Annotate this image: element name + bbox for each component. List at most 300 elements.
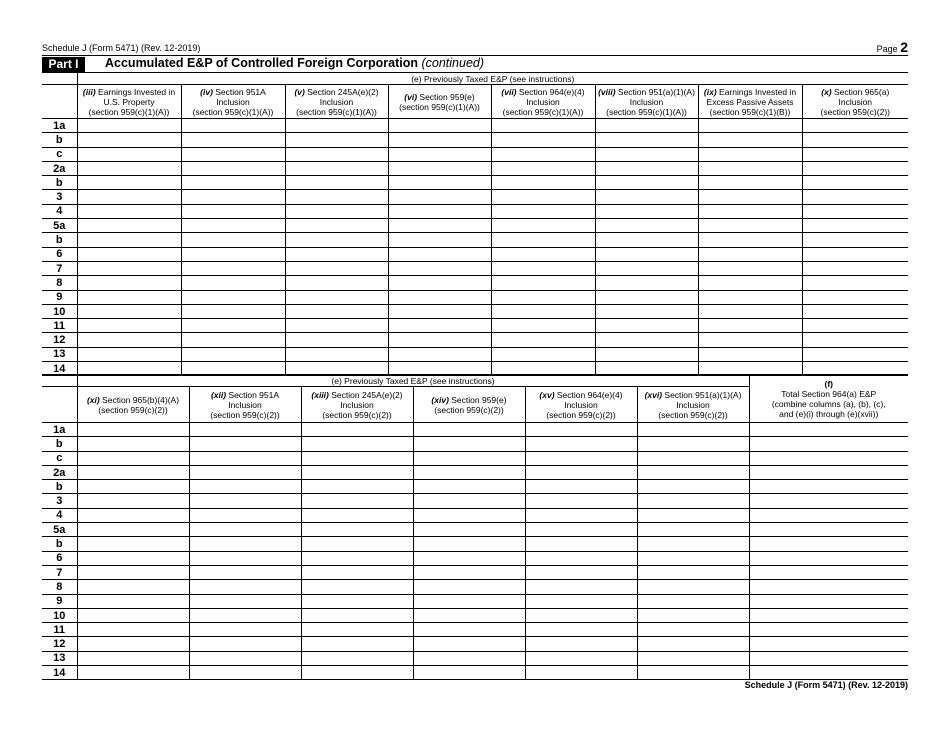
column-header-line1 [78,87,181,97]
entry-cell[interactable] [698,176,802,190]
entry-cell[interactable] [285,147,388,161]
entry-cell[interactable] [413,423,525,437]
entry-cell[interactable] [637,480,749,494]
entry-cell[interactable] [413,637,525,651]
entry-cell[interactable] [77,451,189,465]
entry-cell[interactable] [698,261,802,275]
entry-cell[interactable] [77,523,189,537]
entry-cell[interactable] [189,480,301,494]
entry-cell[interactable] [698,204,802,218]
column-number: (x) [821,86,832,97]
entry-cell[interactable] [77,465,189,479]
entry-cell[interactable] [637,465,749,479]
entry-cell[interactable] [181,190,285,204]
entry-cell[interactable] [491,147,595,161]
entry-cell[interactable] [181,219,285,233]
entry-cell[interactable] [285,161,388,175]
entry-cell[interactable] [637,666,749,680]
entry-cell[interactable] [189,465,301,479]
entry-cell[interactable] [189,565,301,579]
entry-cell[interactable] [749,580,908,594]
entry-cell[interactable] [413,594,525,608]
entry-cell[interactable] [491,347,595,361]
line-number: 10 [42,608,77,622]
entry-cell[interactable] [698,333,802,347]
entry-cell[interactable] [413,508,525,522]
entry-cell[interactable] [189,451,301,465]
entry-cell[interactable] [637,580,749,594]
entry-cell[interactable] [301,580,413,594]
entry-cell[interactable] [388,319,491,333]
entry-cell[interactable] [77,133,181,147]
table-row [42,233,908,247]
column-header [301,387,413,423]
entry-cell[interactable] [77,666,189,680]
entry-cell[interactable] [285,190,388,204]
entry-cell[interactable] [491,133,595,147]
entry-cell[interactable] [77,594,189,608]
entry-cell[interactable] [77,608,189,622]
line-number: 8 [42,276,77,290]
entry-cell[interactable] [181,161,285,175]
entry-cell[interactable] [595,219,698,233]
entry-cell[interactable] [388,190,491,204]
entry-cell[interactable] [388,347,491,361]
entry-cell[interactable] [285,204,388,218]
line-number: b [42,437,77,451]
entry-cell[interactable] [802,319,908,333]
entry-cell[interactable] [77,119,181,133]
entry-cell[interactable] [77,219,181,233]
entry-cell[interactable] [595,261,698,275]
entry-cell[interactable] [189,437,301,451]
entry-cell[interactable] [77,276,181,290]
part-title [105,56,484,70]
entry-cell[interactable] [388,333,491,347]
entry-cell[interactable] [749,508,908,522]
entry-cell[interactable] [77,247,181,261]
entry-cell[interactable] [189,537,301,551]
entry-cell[interactable] [802,161,908,175]
entry-cell[interactable] [388,290,491,304]
table-row [42,494,908,508]
entry-cell[interactable] [525,480,637,494]
entry-cell[interactable] [181,147,285,161]
entry-cell[interactable] [285,219,388,233]
entry-cell[interactable] [802,247,908,261]
table-row [42,437,908,451]
entry-cell[interactable] [595,204,698,218]
entry-cell[interactable] [181,290,285,304]
entry-cell[interactable] [388,204,491,218]
entry-cell[interactable] [525,465,637,479]
entry-cell[interactable] [698,276,802,290]
column-header-l2: Inclusion [228,399,262,410]
entry-cell[interactable] [749,465,908,479]
entry-cell[interactable] [189,523,301,537]
entry-cell[interactable] [285,333,388,347]
column-header [413,387,525,423]
entry-cell[interactable] [301,480,413,494]
entry-cell[interactable] [189,637,301,651]
entry-cell[interactable] [749,480,908,494]
entry-cell[interactable] [77,508,189,522]
entry-cell[interactable] [595,290,698,304]
column-header [77,387,189,423]
entry-cell[interactable] [77,233,181,247]
entry-cell[interactable] [698,147,802,161]
entry-cell[interactable] [595,176,698,190]
entry-cell[interactable] [802,219,908,233]
entry-cell[interactable] [413,451,525,465]
column-header-line1 [389,92,491,102]
entry-cell[interactable] [525,523,637,537]
entry-cell[interactable] [189,494,301,508]
entry-cell[interactable] [301,508,413,522]
entry-cell[interactable] [413,666,525,680]
entry-cell[interactable] [301,451,413,465]
entry-cell[interactable] [301,666,413,680]
entry-cell[interactable] [413,623,525,637]
entry-cell[interactable] [301,494,413,508]
entry-cell[interactable] [77,190,181,204]
entry-cell[interactable] [388,133,491,147]
entry-cell[interactable] [77,537,189,551]
entry-cell[interactable] [181,119,285,133]
table-row [42,451,908,465]
entry-cell[interactable] [637,437,749,451]
entry-cell[interactable] [77,480,189,494]
column-header [637,387,749,423]
entry-cell[interactable] [388,233,491,247]
entry-cell[interactable] [413,651,525,665]
line-number: 13 [42,651,77,665]
entry-cell[interactable] [388,147,491,161]
entry-cell[interactable] [698,133,802,147]
entry-cell[interactable] [301,465,413,479]
entry-cell[interactable] [698,161,802,175]
entry-cell[interactable] [189,608,301,622]
entry-cell[interactable] [181,204,285,218]
entry-cell[interactable] [301,637,413,651]
entry-cell[interactable] [637,451,749,465]
entry-cell[interactable] [301,565,413,579]
entry-cell[interactable] [413,437,525,451]
entry-cell[interactable] [301,608,413,622]
entry-cell[interactable] [637,537,749,551]
entry-cell[interactable] [77,623,189,637]
entry-cell[interactable] [637,637,749,651]
entry-cell[interactable] [413,551,525,565]
entry-cell[interactable] [77,637,189,651]
entry-cell[interactable] [77,437,189,451]
entry-cell[interactable] [285,290,388,304]
entry-cell[interactable] [301,437,413,451]
entry-cell[interactable] [525,651,637,665]
entry-cell[interactable] [413,465,525,479]
entry-cell[interactable] [77,147,181,161]
entry-cell[interactable] [525,580,637,594]
entry-cell[interactable] [595,347,698,361]
entry-cell[interactable] [802,304,908,318]
table-row [42,219,908,233]
entry-cell[interactable] [698,304,802,318]
entry-cell[interactable] [77,304,181,318]
column-header-l3: (section 959(c)(1)(B)) [709,106,791,117]
entry-cell[interactable] [181,233,285,247]
entry-cell[interactable] [802,147,908,161]
entry-cell[interactable] [749,594,908,608]
entry-cell[interactable] [749,651,908,665]
entry-cell[interactable] [285,347,388,361]
table-row [42,161,908,175]
entry-cell[interactable] [749,494,908,508]
entry-cell[interactable] [698,190,802,204]
entry-cell[interactable] [637,608,749,622]
entry-cell[interactable] [595,233,698,247]
entry-cell[interactable] [413,608,525,622]
entry-cell[interactable] [77,494,189,508]
entry-cell[interactable] [525,666,637,680]
entry-cell[interactable] [802,190,908,204]
entry-cell[interactable] [595,147,698,161]
entry-cell[interactable] [77,423,189,437]
table-row [42,565,908,579]
entry-cell[interactable] [698,290,802,304]
entry-cell[interactable] [301,651,413,665]
entry-cell[interactable] [595,161,698,175]
entry-cell[interactable] [285,304,388,318]
entry-cell[interactable] [189,623,301,637]
entry-cell[interactable] [802,133,908,147]
entry-cell[interactable] [285,247,388,261]
entry-cell[interactable] [491,290,595,304]
column-header [491,85,595,119]
entry-cell[interactable] [525,537,637,551]
entry-cell[interactable] [698,219,802,233]
entry-cell[interactable] [388,261,491,275]
entry-cell[interactable] [413,480,525,494]
entry-cell[interactable] [698,347,802,361]
entry-cell[interactable] [285,276,388,290]
entry-cell[interactable] [525,623,637,637]
entry-cell[interactable] [189,580,301,594]
column-header-l3: (section 959(c)(2)) [658,409,728,420]
entry-cell[interactable] [491,261,595,275]
entry-cell[interactable] [749,623,908,637]
entry-cell[interactable] [637,508,749,522]
entry-cell[interactable] [525,594,637,608]
entry-cell[interactable] [77,161,181,175]
entry-cell[interactable] [491,176,595,190]
entry-cell[interactable] [595,304,698,318]
entry-cell[interactable] [525,508,637,522]
entry-cell[interactable] [301,423,413,437]
entry-cell[interactable] [749,608,908,622]
entry-cell[interactable] [77,290,181,304]
column-header-line1 [596,87,698,97]
entry-cell[interactable] [181,276,285,290]
line-number: 7 [42,565,77,579]
entry-cell[interactable] [637,423,749,437]
entry-cell[interactable] [802,347,908,361]
entry-cell[interactable] [749,666,908,680]
entry-cell[interactable] [181,176,285,190]
entry-cell[interactable] [525,608,637,622]
entry-cell[interactable] [388,304,491,318]
entry-cell[interactable] [491,233,595,247]
entry-cell[interactable] [525,494,637,508]
entry-cell[interactable] [802,276,908,290]
entry-cell[interactable] [749,523,908,537]
column-header-l2: (combine columns (a), (b), (c), [771,398,886,409]
entry-cell[interactable] [637,594,749,608]
entry-cell[interactable] [637,565,749,579]
entry-cell[interactable] [181,333,285,347]
entry-cell[interactable] [802,119,908,133]
entry-cell[interactable] [301,537,413,551]
entry-cell[interactable] [388,276,491,290]
entry-cell[interactable] [491,190,595,204]
entry-cell[interactable] [698,233,802,247]
entry-cell[interactable] [491,304,595,318]
entry-cell[interactable] [595,276,698,290]
entry-cell[interactable] [77,319,181,333]
entry-cell[interactable] [285,176,388,190]
entry-cell[interactable] [189,666,301,680]
entry-cell[interactable] [77,651,189,665]
table-row [42,319,908,333]
entry-cell[interactable] [181,347,285,361]
entry-cell[interactable] [77,333,181,347]
entry-cell[interactable] [595,319,698,333]
entry-cell[interactable] [285,119,388,133]
entry-cell[interactable] [595,247,698,261]
column-header-l2: Inclusion [676,399,710,410]
line-number: b [42,133,77,147]
entry-cell[interactable] [77,204,181,218]
entry-cell[interactable] [301,623,413,637]
entry-cell[interactable] [525,565,637,579]
entry-cell[interactable] [637,651,749,665]
entry-cell[interactable] [802,261,908,275]
line-number: 12 [42,637,77,651]
entry-cell[interactable] [77,261,181,275]
column-number: (ix) [703,86,717,97]
entry-cell[interactable] [749,537,908,551]
entry-cell[interactable] [77,551,189,565]
entry-cell[interactable] [749,423,908,437]
entry-cell[interactable] [491,219,595,233]
entry-cell[interactable] [637,523,749,537]
entry-cell[interactable] [491,204,595,218]
entry-cell[interactable] [749,437,908,451]
entry-cell[interactable] [181,304,285,318]
column-title: Section 951A [226,389,280,400]
entry-cell[interactable] [749,551,908,565]
entry-cell[interactable] [595,190,698,204]
entry-cell[interactable] [802,290,908,304]
entry-cell[interactable] [77,347,181,361]
entry-cell[interactable] [749,451,908,465]
entry-cell[interactable] [77,565,189,579]
entry-cell[interactable] [491,333,595,347]
entry-cell[interactable] [181,247,285,261]
column-header-l2: Inclusion [216,96,250,107]
entry-cell[interactable] [698,119,802,133]
entry-cell[interactable] [525,551,637,565]
entry-cell[interactable] [77,580,189,594]
column-header-l2: Excess Passive Assets [706,96,794,107]
entry-cell[interactable] [491,319,595,333]
entry-cell[interactable] [285,319,388,333]
entry-cell[interactable] [802,333,908,347]
entry-cell[interactable] [388,247,491,261]
entry-cell[interactable] [413,565,525,579]
entry-cell[interactable] [525,437,637,451]
entry-cell[interactable] [189,651,301,665]
entry-cell[interactable] [491,276,595,290]
entry-cell[interactable] [413,580,525,594]
entry-cell[interactable] [77,176,181,190]
entry-cell[interactable] [637,494,749,508]
entry-cell[interactable] [301,594,413,608]
entry-cell[interactable] [285,261,388,275]
entry-cell[interactable] [388,219,491,233]
entry-cell[interactable] [181,261,285,275]
entry-cell[interactable] [388,119,491,133]
entry-cell[interactable] [491,119,595,133]
entry-cell[interactable] [285,133,388,147]
entry-cell[interactable] [698,247,802,261]
group-header: (e) Previously Taxed E&P (see instructions) [77,375,749,387]
column-header-l2: Inclusion [319,96,354,107]
entry-cell[interactable] [189,594,301,608]
entry-cell[interactable] [595,333,698,347]
entry-cell[interactable] [637,551,749,565]
part-title-text: Accumulated E&P of Controlled Foreign Corporation [105,56,418,70]
entry-cell[interactable] [388,161,491,175]
entry-cell[interactable] [181,319,285,333]
entry-cell[interactable] [698,319,802,333]
entry-cell[interactable] [388,176,491,190]
entry-cell[interactable] [749,565,908,579]
entry-cell[interactable] [285,233,388,247]
entry-cell[interactable] [802,176,908,190]
entry-cell[interactable] [802,233,908,247]
entry-cell[interactable] [301,551,413,565]
entry-cell[interactable] [637,623,749,637]
entry-cell[interactable] [749,637,908,651]
entry-cell[interactable] [181,133,285,147]
entry-cell[interactable] [595,133,698,147]
entry-cell[interactable] [301,523,413,537]
entry-cell[interactable] [525,423,637,437]
entry-cell[interactable] [413,537,525,551]
entry-cell[interactable] [491,161,595,175]
column-header-l2: U.S. Property [103,96,155,107]
entry-cell[interactable] [595,119,698,133]
entry-cell[interactable] [525,637,637,651]
entry-cell[interactable] [189,423,301,437]
entry-cell[interactable] [413,523,525,537]
entry-cell[interactable] [802,204,908,218]
entry-cell[interactable] [413,494,525,508]
entry-cell[interactable] [491,247,595,261]
entry-cell[interactable] [189,551,301,565]
entry-cell[interactable] [525,451,637,465]
entry-cell[interactable] [189,508,301,522]
